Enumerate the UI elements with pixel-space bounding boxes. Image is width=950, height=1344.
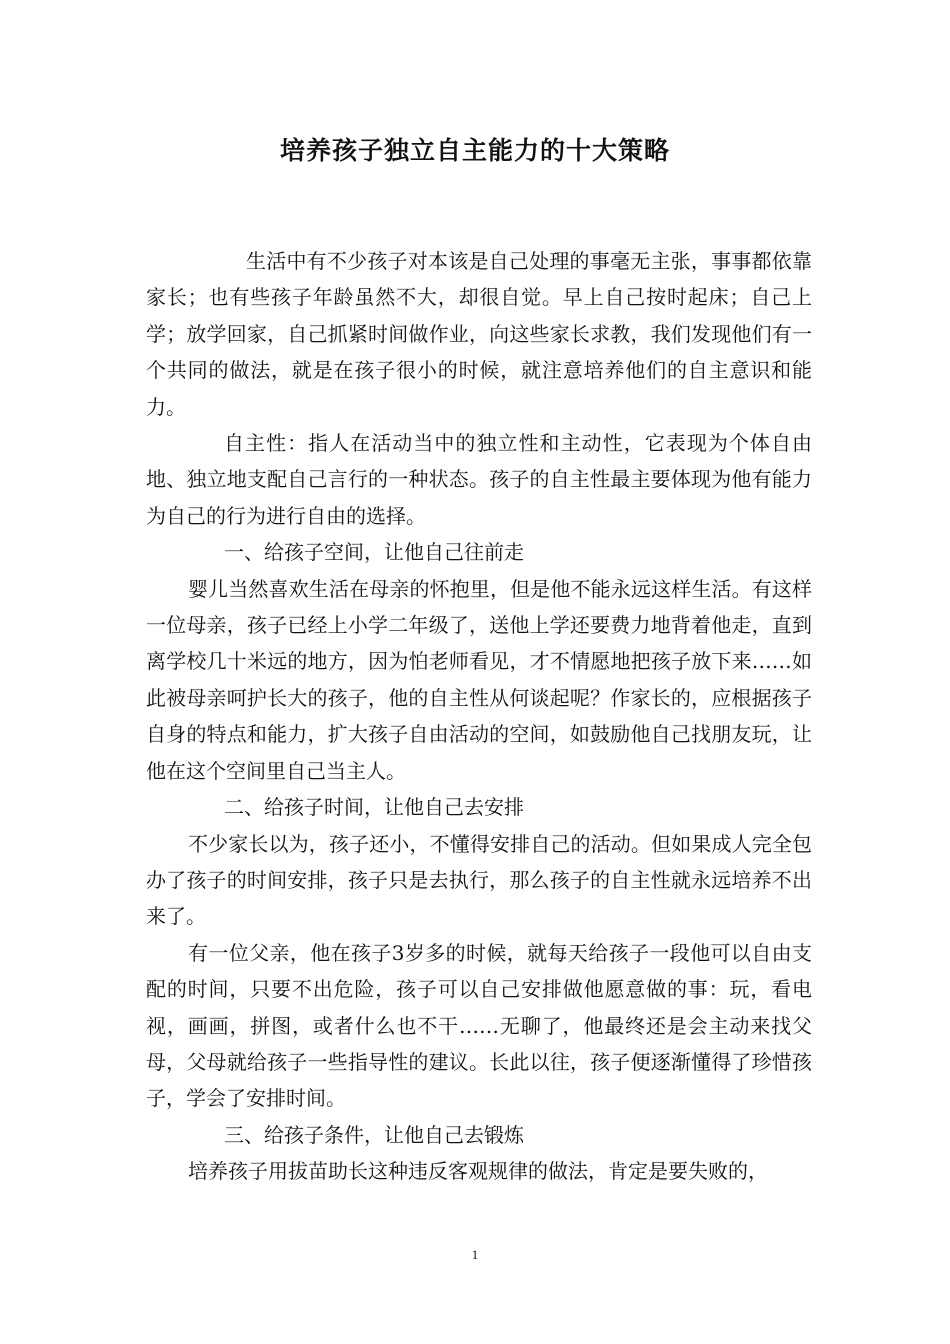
body-paragraph: 婴儿当然喜欢生活在母亲的怀抱里，但是他不能永远这样生活。有这样一位母亲，孩子已经上小学二年级了，送他上学还要费力地背着他走，直到离学校几十米远的地方，因为怕老师看见，才不情愿地把孩子放下来……如此被母亲呵护长大的孩子，他的自主性从何谈起呢？作家长的，应根据孩子自身的特点和能力，扩大孩子自由活动的空间，如鼓励他自己找朋友玩，让他在这个空间里自己当主人。	[146, 576, 812, 783]
body-paragraph: 培养孩子用拔苗助长这种违反客观规律的做法，肯定是要失败的，	[188, 1159, 768, 1184]
section-heading-3: 三、给孩子条件，让他自己去锻炼	[224, 1122, 524, 1147]
section-heading-1: 一、给孩子空间，让他自己往前走	[224, 540, 524, 565]
body-paragraph: 不少家长以为，孩子还小，不懂得安排自己的活动。但如果成人完全包办了孩子的时间安排，孩子只是去执行，那么孩子的自主性就永远培养不出来了。	[146, 831, 812, 929]
body-paragraph: 有一位父亲，他在孩子3岁多的时候，就每天给孩子一段他可以自由支配的时间，只要不出危险，孩子可以自己安排做他愿意做的事：玩，看电视，画画，拼图，或者什么也不干……无聊了，他最终还是会主动来找父母，父母就给孩子一些指导性的建议。长此以往，孩子便逐渐懂得了珍惜孩子，学会了安排时间。	[146, 940, 812, 1111]
document-title: 培养孩子独立自主能力的十大策略	[279, 136, 670, 165]
document-body	[146, 243, 812, 1190]
section-heading-2: 二、给孩子时间，让他自己去安排	[224, 795, 524, 820]
page-number: 1	[471, 1247, 479, 1262]
definition-paragraph: 自主性：指人在活动当中的独立性和主动性，它表现为个体自由地、独立地支配自己言行的一种状态。孩子的自主性最主要体现为他有能力为自己的行为进行自由的选择。	[146, 431, 812, 528]
intro-paragraph: 生活中有不少孩子对本该是自己处理的事毫无主张，事事都依靠家长；也有些孩子年龄虽然不大，却很自觉。早上自己按时起床；自己上学；放学回家，自己抓紧时间做作业，向这些家长求教，我们发现他们有一个共同的做法，就是在孩子很小的时候，就注意培养他们的自主意识和能力。	[146, 249, 812, 419]
